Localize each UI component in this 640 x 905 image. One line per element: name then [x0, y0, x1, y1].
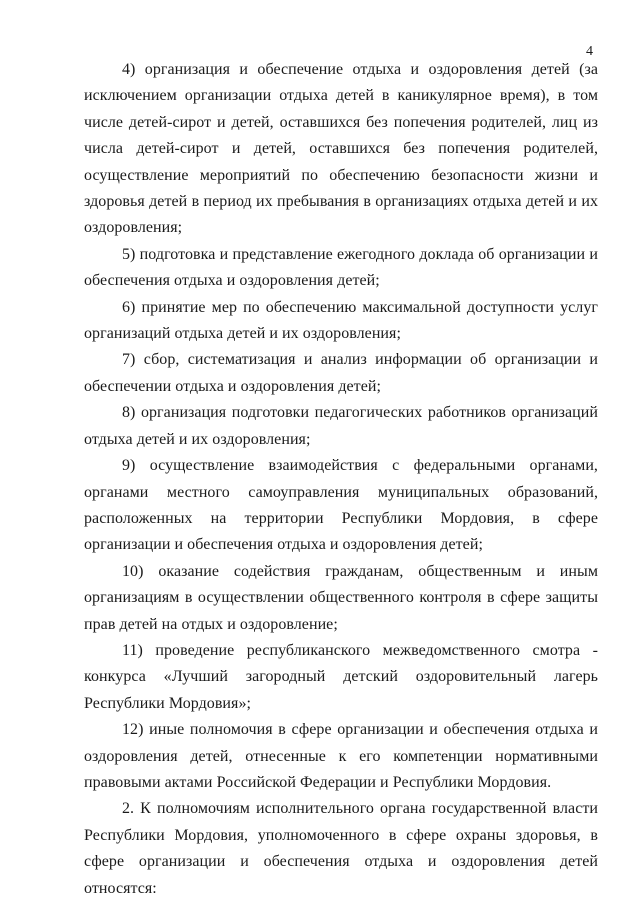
paragraph-item-8: 8) организация подготовки педагогических работников организаций отдыха детей и их оздоровления;: [84, 404, 598, 448]
paragraph-item-4: 4) организация и обеспечение отдыха и оздоровления детей (за исключением организации отдыха детей в каникулярное время), в том числе детей-сирот и детей, оставшихся без попечения родителей, лиц из числа детей-сирот и детей, оставшихся без попечения родителей, осуществление мероприятий по обеспечению безопасности жизни и здоровья детей в период их пребывания в организациях отдыха детей и их оздоровления;: [84, 61, 598, 237]
page-number: 4: [586, 44, 593, 59]
paragraph-item-11: 11) проведение республиканского межведомственного смотра - конкурса «Лучший загородный детский оздоровительный лагерь Республики Мордовия»;: [84, 641, 598, 712]
paragraph-item-5: 5) подготовка и представление ежегодного доклада об организации и обеспечения отдыха и оздоровления детей;: [84, 245, 598, 290]
paragraph-item-12: 12) иные полномочия в сфере организации и обеспечения отдыха и оздоровления детей, отнесенные к его компетенции нормативными правовыми актами Российской Федерации и Республики Мордовия.: [84, 721, 598, 791]
paragraph-section-2: 2. К полномочиям исполнительного органа государственной власти Республики Мордовия, уполномоченного в сфере охраны здоровья, в сфере организации и обеспечения отдыха и оздоровления детей относятся:: [84, 800, 598, 897]
paragraph-item-9: 9) осуществление взаимодействия с федеральными органами, органами местного самоуправления муниципальных образований, расположенных на территории Республики Мордовия, в сфере организации и обеспечения отдыха и оздоровления детей;: [84, 457, 598, 554]
paragraph-item-6: 6) принятие мер по обеспечению максимальной доступности услуг организаций отдыха детей и их оздоровления;: [84, 298, 598, 343]
paragraph-item-7: 7) сбор, систематизация и анализ информации об организации и обеспечении отдыха и оздоровления детей;: [84, 351, 598, 395]
paragraph-item-10: 10) оказание содействия гражданам, общественным и иным организациям в осуществлении общественного контроля в сфере защиты прав детей на отдых и оздоровление;: [84, 562, 598, 633]
document-body: [84, 57, 598, 902]
